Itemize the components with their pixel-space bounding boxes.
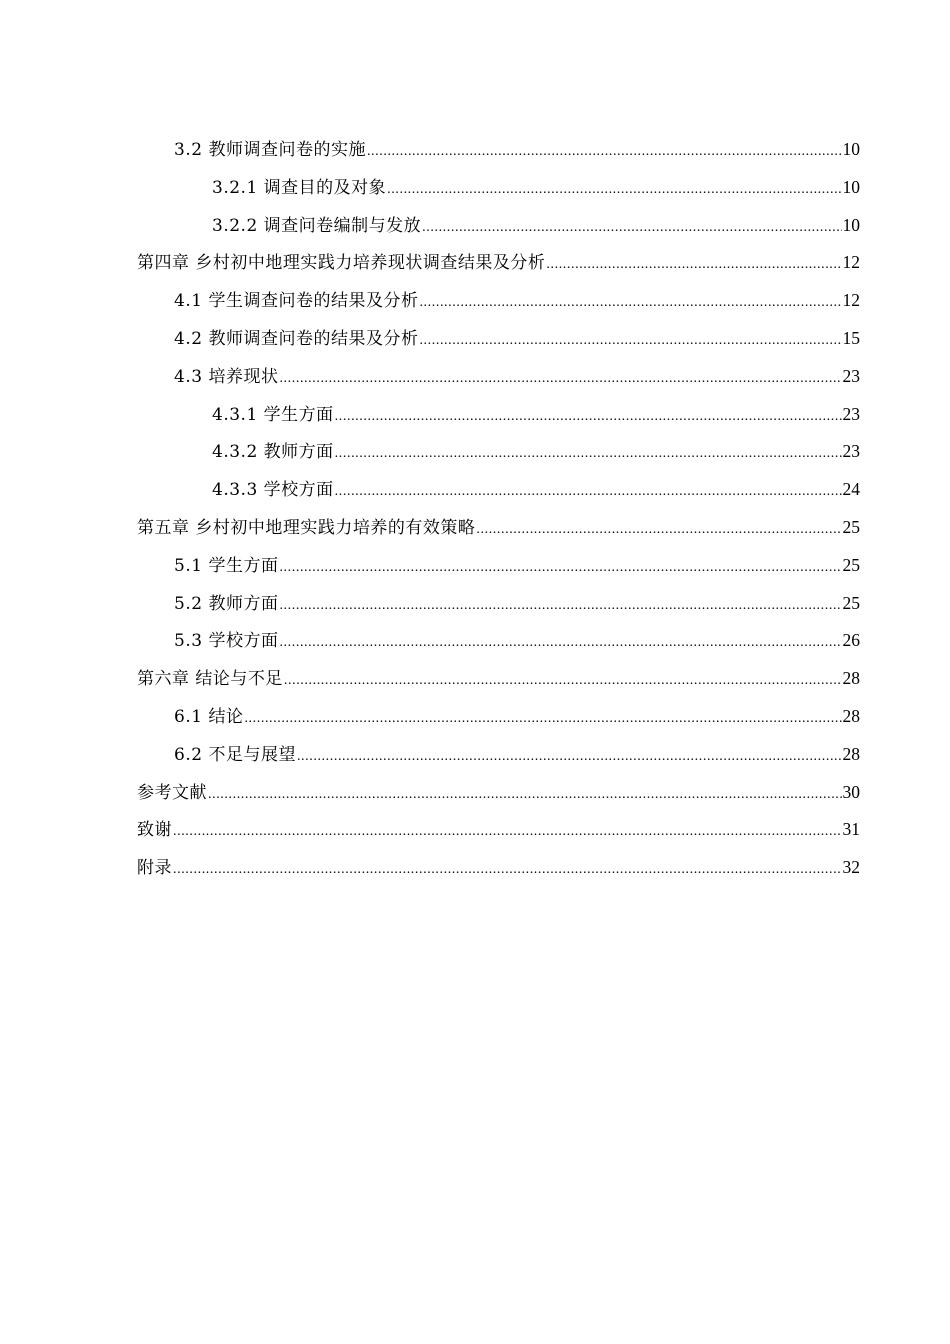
toc-dot-leader xyxy=(419,284,841,322)
toc-dot-leader xyxy=(476,511,841,549)
toc-dot-leader xyxy=(367,133,842,171)
toc-entry-title: 3.2.1 调查目的及对象 xyxy=(212,177,387,198)
table-of-contents xyxy=(137,131,860,887)
toc-entry-title: 4.3 培养现状 xyxy=(174,366,279,387)
toc-dot-leader xyxy=(297,738,842,776)
toc-dot-leader xyxy=(335,473,842,511)
toc-entry-title: 4.3.1 学生方面 xyxy=(212,404,334,425)
toc-dot-leader xyxy=(173,813,842,851)
toc-dot-leader xyxy=(419,322,841,360)
toc-entry-page: 25 xyxy=(842,516,860,537)
toc-entry-title: 5.2 教师方面 xyxy=(174,593,279,614)
toc-entry-references[interactable] xyxy=(137,774,860,812)
toc-entry-chapter-5[interactable] xyxy=(137,509,860,547)
toc-entry-title: 6.2 不足与展望 xyxy=(174,744,296,765)
toc-entry-6-1[interactable] xyxy=(137,698,860,736)
toc-entry-title: 5.1 学生方面 xyxy=(174,555,279,576)
toc-entry-5-2[interactable] xyxy=(137,585,860,623)
toc-entry-page: 23 xyxy=(842,403,860,424)
toc-dot-leader xyxy=(279,587,841,625)
toc-entry-page: 28 xyxy=(842,668,860,689)
toc-entry-4-3-2[interactable] xyxy=(137,433,860,471)
toc-entry-title: 3.2.2 调查问卷编制与发放 xyxy=(212,215,422,236)
toc-entry-title: 6.1 结论 xyxy=(174,706,244,727)
toc-entry-6-2[interactable] xyxy=(137,736,860,774)
toc-dot-leader xyxy=(284,662,842,700)
toc-entry-title: 第五章 乡村初中地理实践力培养的有效策略 xyxy=(137,517,476,538)
toc-entry-title: 参考文献 xyxy=(137,782,207,803)
toc-entry-4-1[interactable] xyxy=(137,282,860,320)
toc-entry-4-2[interactable] xyxy=(137,320,860,358)
toc-dot-leader xyxy=(279,624,841,662)
toc-entry-page: 32 xyxy=(842,857,860,878)
toc-entry-3-2-2[interactable] xyxy=(137,207,860,245)
toc-entry-page: 25 xyxy=(842,592,860,613)
toc-entry-chapter-6[interactable] xyxy=(137,660,860,698)
toc-dot-leader xyxy=(335,435,842,473)
toc-entry-title: 第六章 结论与不足 xyxy=(137,669,283,690)
toc-entry-page: 15 xyxy=(842,327,860,348)
toc-entry-page: 10 xyxy=(842,176,860,197)
toc-dot-leader xyxy=(546,246,841,284)
toc-entry-title: 第四章 乡村初中地理实践力培养现状调查结果及分析 xyxy=(137,253,546,274)
toc-entry-title: 4.3.2 教师方面 xyxy=(212,442,334,463)
toc-entry-title: 附录 xyxy=(137,858,172,879)
toc-dot-leader xyxy=(279,549,841,587)
toc-entry-4-3[interactable] xyxy=(137,358,860,396)
toc-dot-leader xyxy=(244,700,841,738)
toc-dot-leader xyxy=(422,209,841,247)
toc-entry-page: 28 xyxy=(842,705,860,726)
toc-entry-5-1[interactable] xyxy=(137,547,860,585)
toc-entry-page: 10 xyxy=(842,214,860,235)
toc-dot-leader xyxy=(173,851,842,889)
toc-entry-title: 致谢 xyxy=(137,820,172,841)
toc-entry-5-3[interactable] xyxy=(137,622,860,660)
toc-dot-leader xyxy=(208,776,842,814)
toc-entry-page: 12 xyxy=(842,252,860,273)
toc-entry-page: 30 xyxy=(842,781,860,802)
toc-entry-4-3-3[interactable] xyxy=(137,471,860,509)
toc-entry-title: 5.3 学校方面 xyxy=(174,631,279,652)
toc-entry-page: 26 xyxy=(842,630,860,651)
toc-entry-acknowledgements[interactable] xyxy=(137,811,860,849)
toc-entry-3-2-1[interactable] xyxy=(137,169,860,207)
toc-entry-page: 28 xyxy=(842,743,860,764)
toc-dot-leader xyxy=(387,171,841,209)
toc-entry-page: 23 xyxy=(842,441,860,462)
toc-dot-leader xyxy=(335,398,842,436)
toc-entry-appendix[interactable] xyxy=(137,849,860,887)
toc-entry-page: 23 xyxy=(842,365,860,386)
toc-entry-page: 10 xyxy=(842,139,860,159)
toc-dot-leader xyxy=(279,360,841,398)
toc-entry-chapter-4[interactable] xyxy=(137,244,860,282)
toc-entry-title: 4.3.3 学校方面 xyxy=(212,480,334,501)
toc-entry-page: 25 xyxy=(842,554,860,575)
toc-entry-page: 12 xyxy=(842,290,860,311)
toc-entry-title: 4.1 学生调查问卷的结果及分析 xyxy=(174,291,419,312)
toc-entry-4-3-1[interactable] xyxy=(137,396,860,434)
toc-entry-3-2[interactable] xyxy=(137,131,860,169)
toc-entry-page: 31 xyxy=(842,819,860,840)
toc-entry-title: 3.2 教师调查问卷的实施 xyxy=(174,140,366,160)
toc-entry-page: 24 xyxy=(842,479,860,500)
toc-entry-title: 4.2 教师调查问卷的结果及分析 xyxy=(174,328,419,349)
